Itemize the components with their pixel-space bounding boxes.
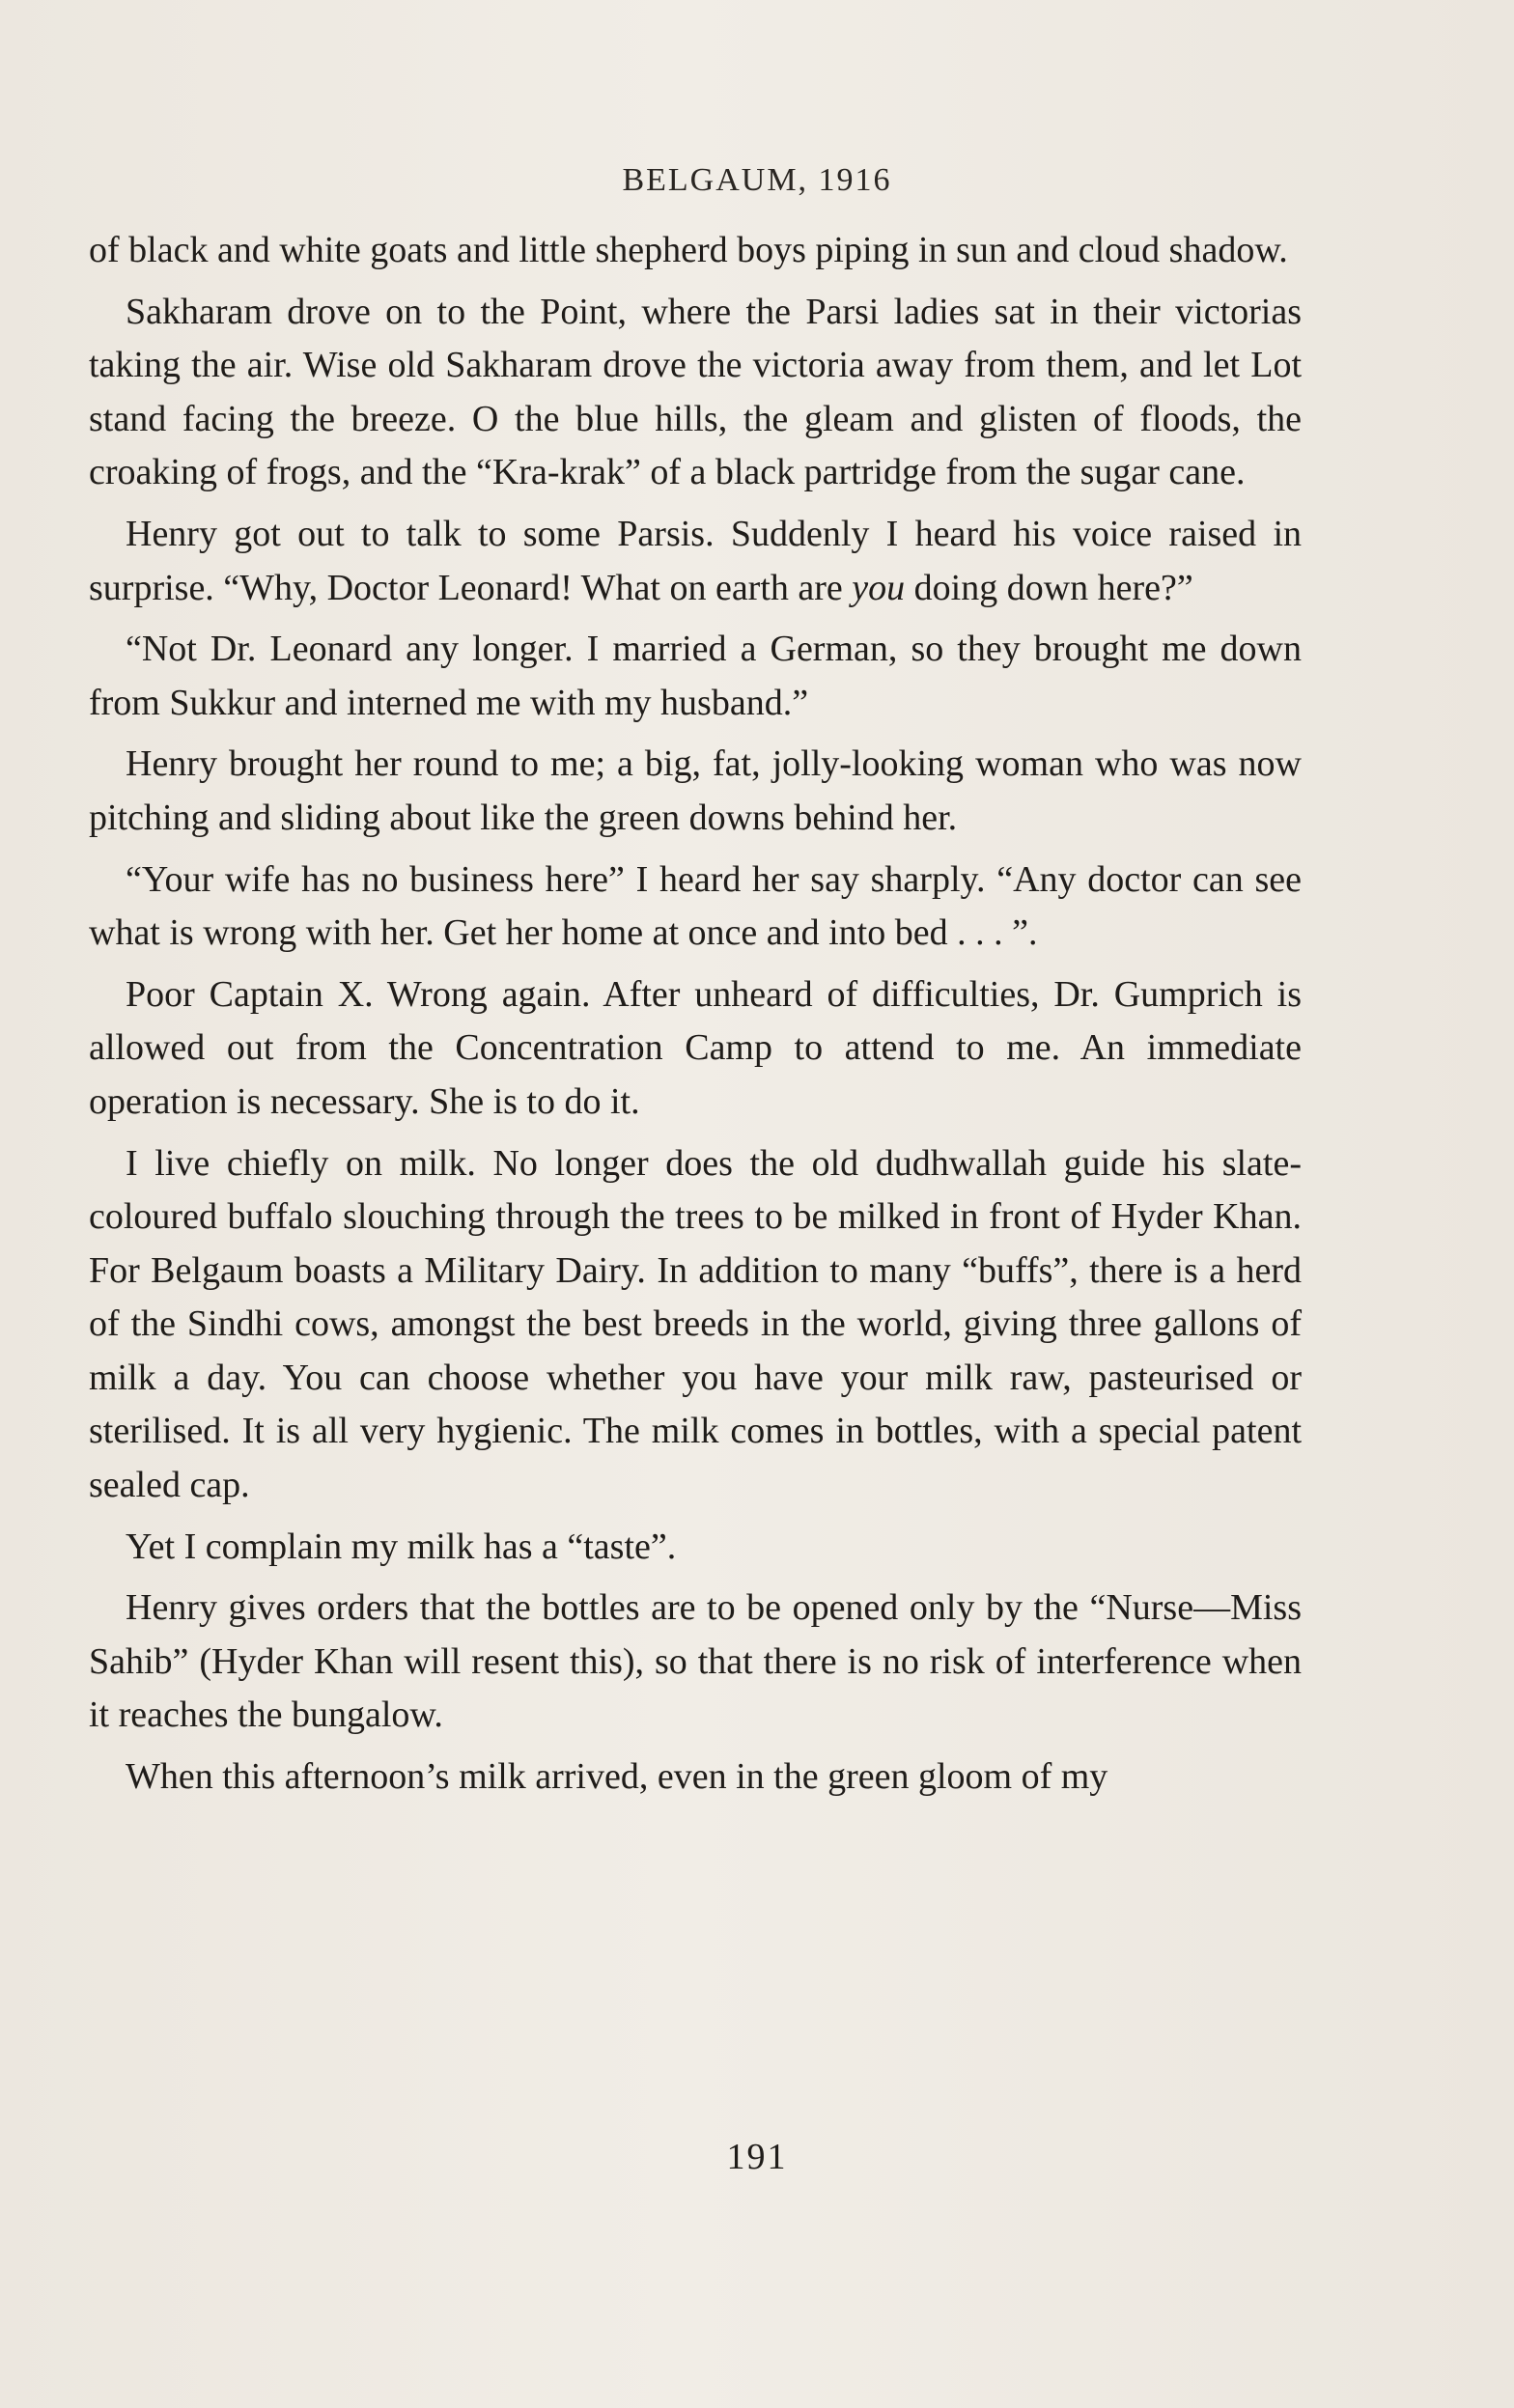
italic-word: you <box>852 567 906 608</box>
paragraph-henry-parsis <box>89 508 1302 615</box>
paragraph-jolly-woman: Henry brought her round to me; a big, fat, jolly-looking woman who was now pitching and sliding about like the green downs behind her. <box>89 743 1302 838</box>
paragraph-dr-leonard-reply: “Not Dr. Leonard any longer. I married a German, so they brought me down from Sukkur and interned me with my husband.” <box>89 629 1302 723</box>
paragraph-afternoon-milk: When this afternoon’s milk arrived, even in the green gloom of my <box>126 1756 1108 1798</box>
paragraph-text-segment: Henry got out to talk to some Parsis. Suddenly I heard his voice raised in surprise. “Why, Doctor Leonard! What on earth are <box>89 513 1302 608</box>
body-text <box>89 224 1302 1812</box>
paragraph-text-segment: doing down here?” <box>905 567 1193 608</box>
running-head: BELGAUM, 1916 <box>622 162 892 198</box>
paragraph-captain-x: Poor Captain X. Wrong again. After unheard of difficulties, Dr. Gumprich is allowed out from the Concentration Camp to attend to me. An immediate operation is necessary. She is to do it. <box>89 973 1302 1122</box>
paragraph-wife-no-business: “Your wife has no business here” I heard her say sharply. “Any doctor can see what is wrong with her. Get her home at once and into bed . . . ”. <box>89 858 1302 954</box>
page-number: 191 <box>726 2137 788 2177</box>
paragraph-milk-taste: Yet I complain my milk has a “taste”. <box>126 1526 677 1567</box>
paragraph-milk-dairy: I live chiefly on milk. No longer does the old dudhwallah guide his slate-coloured buffalo slouching through the trees to be milked in front of Hyder Khan. For Belgaum boasts a Military Dairy. In addition to many “buffs”, there is a herd of the Sindhi cows, amongst the best breeds in the world, giving three gallons of milk a day. You can choose whether you have your milk raw, pasteurised or sterilised. It is all very hygienic. The milk comes in bottles, with a special patent sealed cap. <box>89 1142 1302 1506</box>
paragraph-continuation: of black and white goats and little shepherd boys piping in sun and cloud shadow. <box>89 230 1288 270</box>
paragraph-sakharam-drive: Sakharam drove on to the Point, where the Parsi ladies sat in their victorias taking the air. Wise old Sakharam drove the victoria away from them, and let Lot stand facing the breeze. O the blue hills, the gleam and glisten of floods, the croaking of frogs, and the “Kra-krak” of a black partridge from the sugar cane. <box>89 291 1302 493</box>
paragraph-nurse-bottles: Henry gives orders that the bottles are to be opened only by the “Nurse—Miss Sahib” (Hyder Khan will resent this), so that there is no risk of interference when it reaches the bungalow. <box>89 1587 1302 1736</box>
